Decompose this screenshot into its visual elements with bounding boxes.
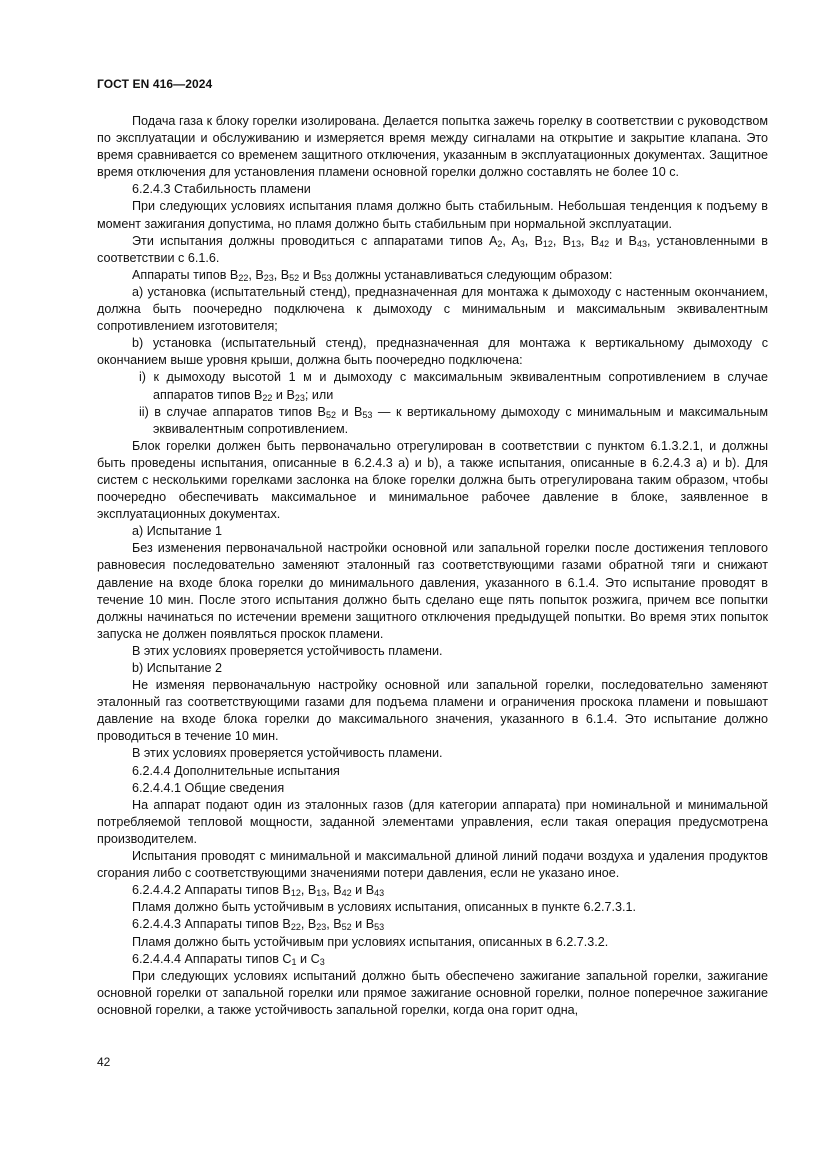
document-body — [97, 113, 768, 1019]
section-heading: 6.2.4.4.3 Аппараты типов $B_{22}$, $B_{23}$, $B_{52}$ и $B_{53}$ — [132, 917, 385, 933]
page-number: 42 — [97, 1055, 111, 1069]
paragraph: Подача газа к блоку горелки изолирована. Делается попытка зажечь горелку в соответствии с руководством по эксплуатации и обслуживанию и измеряется время между сигналами на открытие и закрытие клапана. Это время сравнивается со временем защитного отключения, указанным в эксплуатационных документах. Защитное время отключения для установления пламени основной горелки должно составлять не более 10 с. — [97, 114, 768, 180]
paragraph: Эти испытания должны проводиться с аппаратами типов $A_2$, $A_3$, $B_{12}$, $B_{13}$, $B_{42}$ и $B_{43}$, установленными в соответствии с 6.1.6. — [97, 233, 768, 265]
paragraph: Блок горелки должен быть первоначально отрегулирован в соответствии с пунктом 6.1.3.2.1, и должны быть проведены испытания, описанные в 6.2.4.3 a) и b), а также испытания, описанные в 6.2.4.3 a) и b). Для систем с несколькими горелками заслонка на блоке горелки должна быть отрегулирована таким образом, чтобы поочередно обеспечивать максимальное и минимальное рабочее давление в блоке, заявленное в эксплуатационных документах. — [97, 438, 768, 522]
list-item: a) Испытание 1 — [132, 524, 223, 539]
section-heading: 6.2.4.3 Стабильность пламени — [132, 182, 311, 197]
paragraph: При следующих условиях испытания пламя должно быть стабильным. Небольшая тенденция к подъему в момент зажигания допустима, но пламя должно быть стабильным при нормальной эксплуатации. — [97, 199, 768, 231]
paragraph: В этих условиях проверяется устойчивость пламени. — [132, 643, 443, 658]
paragraph: Не изменяя первоначальную настройку основной или запальной горелки, последовательно заменяют эталонный газ соответствующими газами для подъема пламени и ограничения проскока пламени и повышают давление на входе блока горелки до максимального значения, указанного в 6.1.4. Это испытание должно проводиться в течение 10 мин. — [97, 678, 768, 744]
sub-list-item: ii) в случае аппаратов типов $B_{52}$ и $B_{53}$ — к вертикальному дымоходу с минимальным и максимальным эквивалентным сопротивлением. — [139, 404, 768, 436]
paragraph: На аппарат подают один из эталонных газов (для категории аппарата) при номинальной и минимальной потребляемой тепловой мощности, заданной элементами управления, если такая операция предусмотрена производителем. — [97, 797, 768, 846]
paragraph: Испытания проводят с минимальной и максимальной длиной линий подачи воздуха и удаления продуктов сгорания либо с соответствующими значениями потери давления, если не указано иное. — [97, 849, 768, 881]
section-heading: 6.2.4.4.4 Аппараты типов $C_1$ и $C_3$ — [132, 951, 325, 967]
section-heading: 6.2.4.4.2 Аппараты типов $B_{12}$, $B_{13}$, $B_{42}$ и $B_{43}$ — [132, 883, 385, 899]
list-item: b) Испытание 2 — [132, 661, 223, 675]
paragraph: Пламя должно быть устойчивым в условиях испытания, описанных в пункте 6.2.7.3.1. — [132, 900, 636, 915]
paragraph: При следующих условиях испытаний должно быть обеспечено зажигание запальной горелки, зажигание основной горелки от запальной горелки или прямое зажигание основной горелки, полное поперечное зажигание основной горелки, а также устойчивость запальной горелки, когда она горит одна, — [97, 968, 768, 1017]
list-item: b) установка (испытательный стенд), предназначенная для монтажа к вертикальному дымоходу с окончанием выше уровня крыши, должна быть поочередно подключена: — [97, 336, 768, 368]
list-item: a) установка (испытательный стенд), предназначенная для монтажа к дымоходу с настенным окончанием, должна быть поочередно подключена к дымоходу с минимальным и максимальным эквивалентным сопротивлением изготовителя; — [97, 284, 768, 334]
section-heading: 6.2.4.4.1 Общие сведения — [132, 780, 285, 795]
document-header: ГОСТ EN 416—2024 — [97, 77, 213, 91]
paragraph: Пламя должно быть устойчивым при условиях испытания, описанных в 6.2.7.3.2. — [132, 934, 609, 949]
section-heading: 6.2.4.4 Дополнительные испытания — [132, 763, 340, 778]
paragraph: Без изменения первоначальной настройки основной или запальной горелки после достижения теплового равновесия последовательно заменяют эталонный газ соответствующими газами обратной тяги и снижают давление на входе блока горелки до минимального давления, указанного в 6.1.4. Это испытание проводят в течение 10 мин. После этого испытания должно быть сделано еще пять попыток розжига, причем все попытки должны начинаться по истечении времени защитного отключения предыдущей попытки. Во время этих попыток запуска не должен появляться проскок пламени. — [97, 541, 768, 641]
paragraph: Аппараты типов $B_{22}$, $B_{23}$, $B_{52}$ и $B_{53}$ должны устанавливаться следующим образом: — [132, 267, 613, 283]
sub-list-item: i) к дымоходу высотой 1 м и дымоходу с максимальным эквивалентным сопротивлением в случае аппаратов типов $B_{22}$ и $B_{23}$; или — [139, 370, 768, 403]
paragraph: В этих условиях проверяется устойчивость пламени. — [132, 746, 443, 761]
